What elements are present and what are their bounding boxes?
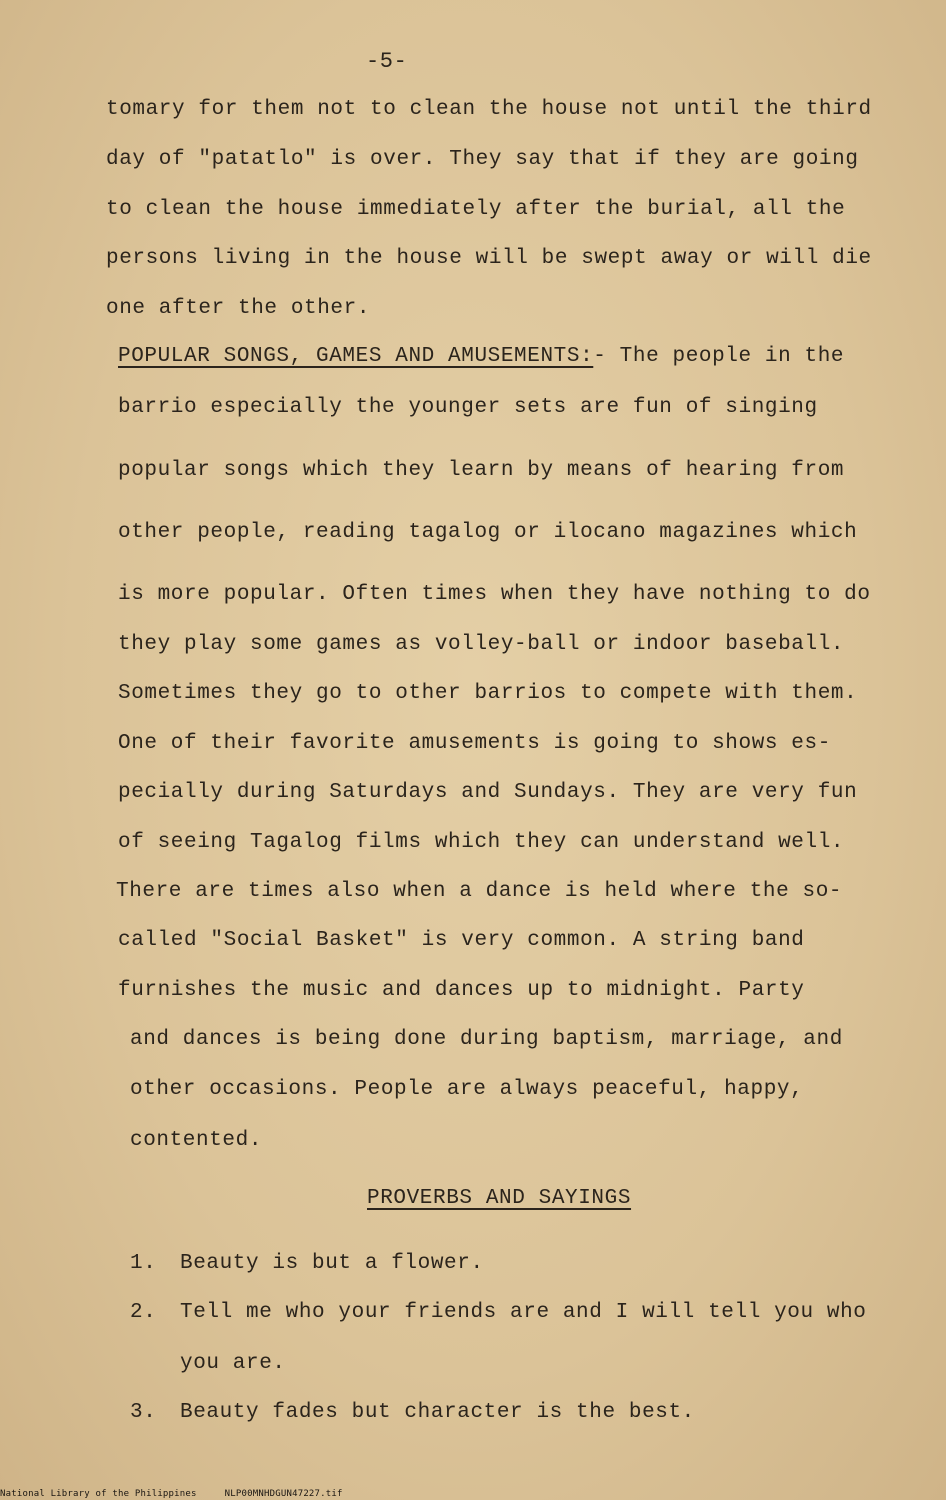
paragraph-line: is more popular. Often times when they have nothing to do xyxy=(118,583,871,606)
paragraph-line: pecially during Saturdays and Sundays. They are very fun xyxy=(118,781,858,804)
proverb-number: 3. xyxy=(130,1401,157,1424)
paragraph-line: tomary for them not to clean the house not until the third xyxy=(106,98,872,121)
proverb-text: you are. xyxy=(180,1352,286,1375)
paragraph-line: day of "patatlo" is over. They say that if they are going xyxy=(106,148,859,171)
paragraph-line: other occasions. People are always peaceful, happy, xyxy=(130,1078,804,1101)
proverb-text: Beauty fades but character is the best. xyxy=(180,1401,695,1424)
proverbs-heading: PROVERBS AND SAYINGS xyxy=(367,1187,632,1210)
paragraph-line: they play some games as volley-ball or indoor baseball. xyxy=(118,633,845,656)
footer-filename: NLP00MNHDGUN47227.tif xyxy=(224,1489,343,1499)
paragraph-line: called "Social Basket" is very common. A string band xyxy=(118,929,805,952)
paragraph-line: One of their favorite amusements is going to shows es- xyxy=(118,732,831,755)
section-heading-tail: - The people in the xyxy=(593,345,845,368)
paragraph-line: one after the other. xyxy=(106,297,371,320)
proverb-number: 2. xyxy=(130,1301,157,1324)
paragraph-line: There are times also when a dance is held where the so- xyxy=(116,880,843,903)
paragraph-line: furnishes the music and dances up to midnight. Party xyxy=(118,979,805,1002)
paragraph-line: other people, reading tagalog or ilocano magazines which xyxy=(118,521,858,544)
proverb-number: 1. xyxy=(130,1252,157,1275)
paragraph-line: persons living in the house will be swept away or will die xyxy=(106,247,872,270)
footer-library: National Library of the Philippines xyxy=(0,1489,197,1499)
paragraph-line: to clean the house immediately after the burial, all the xyxy=(106,198,846,221)
page-number: -5- xyxy=(366,49,408,74)
paragraph-line: of seeing Tagalog films which they can understand well. xyxy=(118,831,845,854)
scan-footer xyxy=(0,1489,371,1499)
paragraph-line: barrio especially the younger sets are fun of singing xyxy=(118,396,818,419)
section-heading-line xyxy=(118,345,844,369)
section-heading: POPULAR SONGS, GAMES AND AMUSEMENTS: xyxy=(118,345,594,368)
proverb-text: Tell me who your friends are and I will tell you who xyxy=(180,1301,867,1324)
proverb-text: Beauty is but a flower. xyxy=(180,1252,484,1275)
paragraph-line: popular songs which they learn by means of hearing from xyxy=(118,459,845,482)
paragraph-line: Sometimes they go to other barrios to compete with them. xyxy=(118,682,858,705)
paragraph-line: contented. xyxy=(130,1129,263,1152)
paragraph-line: and dances is being done during baptism, marriage, and xyxy=(130,1028,843,1051)
